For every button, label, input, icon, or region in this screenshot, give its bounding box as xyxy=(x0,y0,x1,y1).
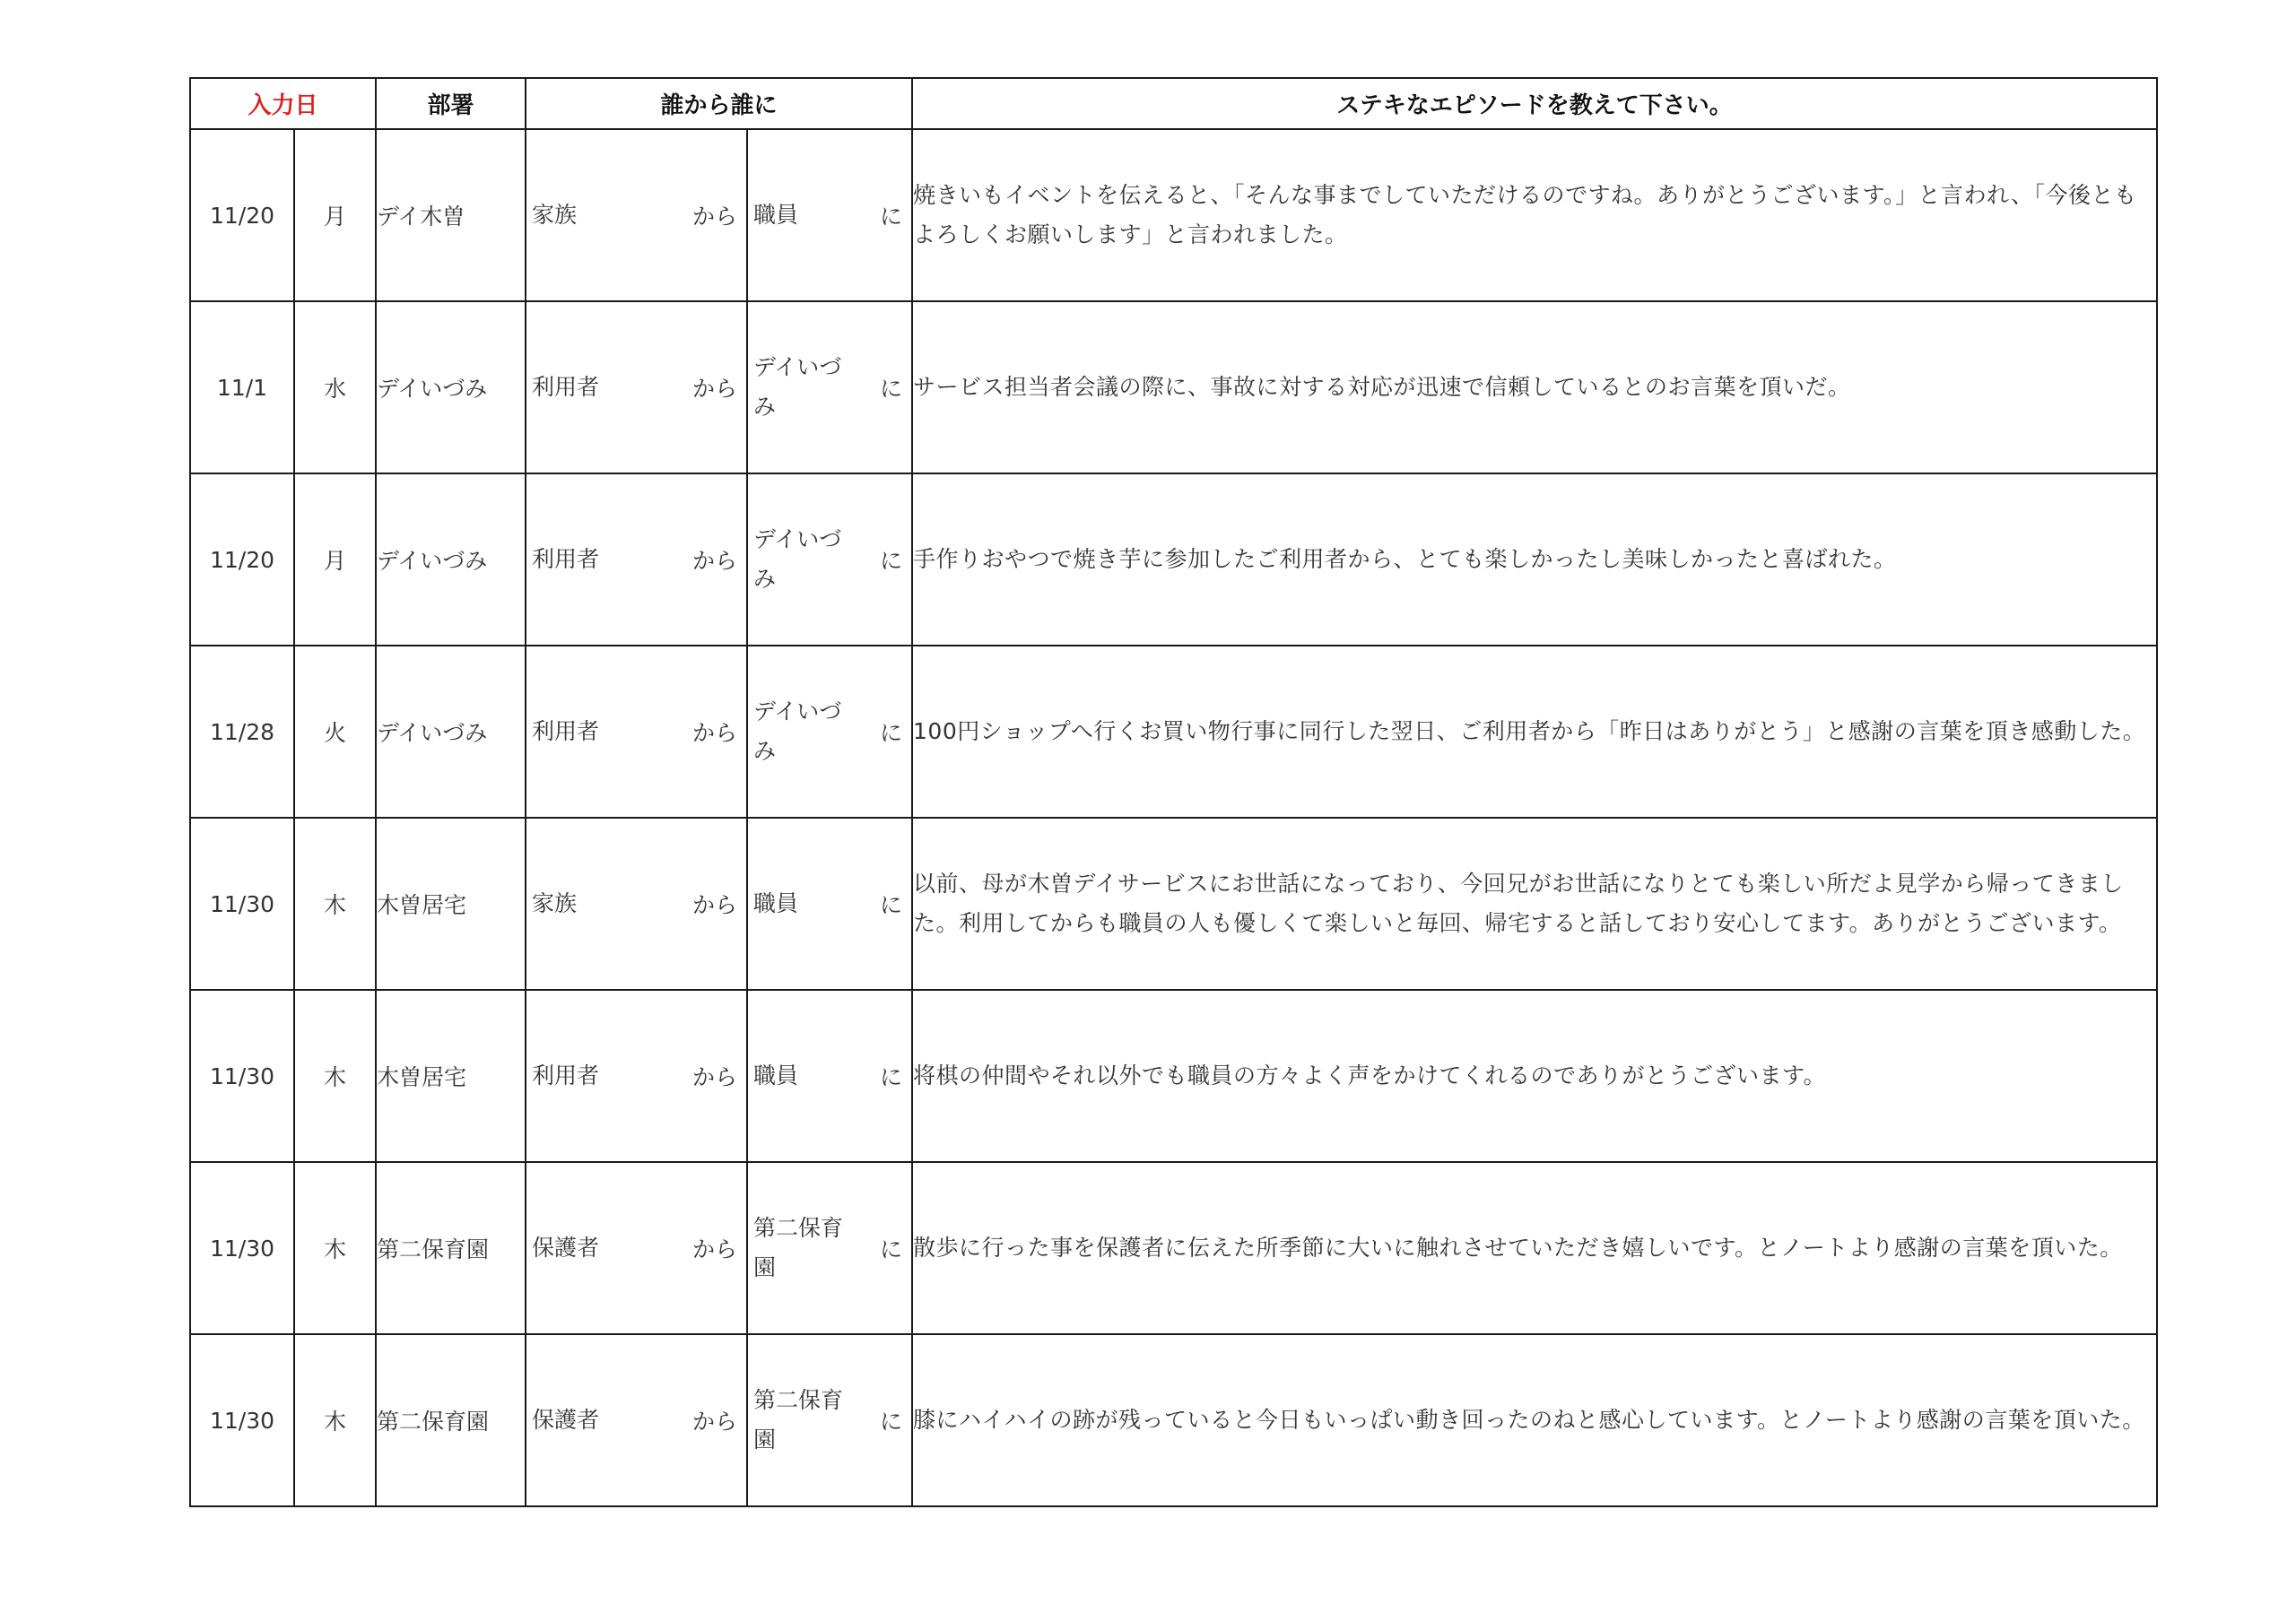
table-row xyxy=(190,1334,2157,1506)
to-name: 職員 xyxy=(753,890,799,916)
date-cell: 11/30 xyxy=(190,818,294,990)
header-row xyxy=(190,78,2157,129)
to-suffix: に xyxy=(880,720,903,746)
weekday-cell: 木 xyxy=(294,1334,376,1506)
table-row xyxy=(190,646,2157,818)
from-cell xyxy=(526,818,747,990)
from-cell xyxy=(526,473,747,646)
episode-cell: 散歩に行った事を保護者に伝えた所季節に大いに触れさせていただき嬉しいです。とノートより感謝の言葉を頂いた。 xyxy=(912,1162,2157,1334)
dept-cell: 木曽居宅 xyxy=(376,818,526,990)
from-suffix: から xyxy=(692,548,738,574)
from-name: 利用者 xyxy=(532,718,600,744)
to-suffix: に xyxy=(880,892,903,918)
from-suffix: から xyxy=(692,892,738,918)
to-name: デイいづみ xyxy=(753,354,842,420)
table-row xyxy=(190,129,2157,301)
weekday-cell: 水 xyxy=(294,301,376,473)
to-suffix: に xyxy=(880,376,903,402)
episode-cell: 膝にハイハイの跡が残っていると今日もいっぱい動き回ったのねと感心しています。とノートより感謝の言葉を頂いた。 xyxy=(912,1334,2157,1506)
table-row xyxy=(190,301,2157,473)
to-name: デイいづみ xyxy=(753,698,842,764)
to-suffix: に xyxy=(880,204,903,230)
episode-cell: 焼きいもイベントを伝えると、「そんな事までしていただけるのですね。ありがとうございます。」と言われ、「今後ともよろしくお願いします」と言われました。 xyxy=(912,129,2157,301)
episode-cell: 100円ショップへ行くお買い物行事に同行した翌日、ご利用者から「昨日はありがとう」と感謝の言葉を頂き感動した。 xyxy=(912,646,2157,818)
from-name: 保護者 xyxy=(532,1407,600,1433)
to-suffix: に xyxy=(880,1236,903,1262)
to-cell xyxy=(747,473,912,646)
date-cell: 11/30 xyxy=(190,1162,294,1334)
who-header: 誰から誰に xyxy=(526,78,912,129)
to-name: 職員 xyxy=(753,202,799,228)
date-cell: 11/30 xyxy=(190,990,294,1162)
from-suffix: から xyxy=(692,1409,738,1435)
dept-cell: デイいづみ xyxy=(376,301,526,473)
date-header: 入力日 xyxy=(190,78,376,129)
table-row xyxy=(190,1162,2157,1334)
to-cell xyxy=(747,646,912,818)
from-cell xyxy=(526,301,747,473)
weekday-cell: 木 xyxy=(294,1162,376,1334)
episode-header: ステキなエピソードを教えて下さい。 xyxy=(912,78,2157,129)
table-row xyxy=(190,990,2157,1162)
to-cell xyxy=(747,1162,912,1334)
to-cell xyxy=(747,818,912,990)
dept-header: 部署 xyxy=(376,78,526,129)
episode-cell: 将棋の仲間やそれ以外でも職員の方々よく声をかけてくれるのでありがとうございます。 xyxy=(912,990,2157,1162)
to-suffix: に xyxy=(880,548,903,574)
from-suffix: から xyxy=(692,1064,738,1090)
date-cell: 11/20 xyxy=(190,473,294,646)
date-cell: 11/20 xyxy=(190,129,294,301)
date-cell: 11/30 xyxy=(190,1334,294,1506)
from-name: 保護者 xyxy=(532,1235,600,1261)
from-suffix: から xyxy=(692,720,738,746)
to-name: 第二保育園 xyxy=(753,1215,844,1280)
from-name: 利用者 xyxy=(532,374,600,400)
date-cell: 11/28 xyxy=(190,646,294,818)
dept-cell: デイいづみ xyxy=(376,473,526,646)
weekday-cell: 木 xyxy=(294,818,376,990)
from-cell xyxy=(526,646,747,818)
from-suffix: から xyxy=(692,204,738,230)
from-name: 家族 xyxy=(532,202,578,228)
episode-table xyxy=(189,77,2158,1507)
episode-cell: 以前、母が木曽デイサービスにお世話になっており、今回兄がお世話になりとても楽しい所だよ見学から帰ってきました。利用してからも職員の人も優しくて楽しいと毎回、帰宅すると話しており安心してます。ありがとうございます。 xyxy=(912,818,2157,990)
dept-cell: デイ木曽 xyxy=(376,129,526,301)
to-cell xyxy=(747,990,912,1162)
to-name: 職員 xyxy=(753,1063,799,1089)
to-name: デイいづみ xyxy=(753,526,842,592)
from-suffix: から xyxy=(692,1236,738,1262)
date-cell: 11/1 xyxy=(190,301,294,473)
weekday-cell: 木 xyxy=(294,990,376,1162)
to-cell xyxy=(747,301,912,473)
from-name: 利用者 xyxy=(532,546,600,572)
to-suffix: に xyxy=(880,1064,903,1090)
weekday-cell: 火 xyxy=(294,646,376,818)
table-row xyxy=(190,473,2157,646)
from-cell xyxy=(526,990,747,1162)
to-name: 第二保育園 xyxy=(753,1387,844,1453)
weekday-cell: 月 xyxy=(294,129,376,301)
from-name: 利用者 xyxy=(532,1063,600,1089)
to-cell xyxy=(747,129,912,301)
from-cell xyxy=(526,1334,747,1506)
to-cell xyxy=(747,1334,912,1506)
episode-cell: サービス担当者会議の際に、事故に対する対応が迅速で信頼しているとのお言葉を頂いだ。 xyxy=(912,301,2157,473)
from-suffix: から xyxy=(692,376,738,402)
table-row xyxy=(190,818,2157,990)
dept-cell: 第二保育園 xyxy=(376,1162,526,1334)
from-cell xyxy=(526,1162,747,1334)
weekday-cell: 月 xyxy=(294,473,376,646)
dept-cell: 第二保育園 xyxy=(376,1334,526,1506)
to-suffix: に xyxy=(880,1409,903,1435)
from-name: 家族 xyxy=(532,890,578,916)
dept-cell: デイいづみ xyxy=(376,646,526,818)
dept-cell: 木曽居宅 xyxy=(376,990,526,1162)
episode-cell: 手作りおやつで焼き芋に参加したご利用者から、とても楽しかったし美味しかったと喜ばれた。 xyxy=(912,473,2157,646)
from-cell xyxy=(526,129,747,301)
